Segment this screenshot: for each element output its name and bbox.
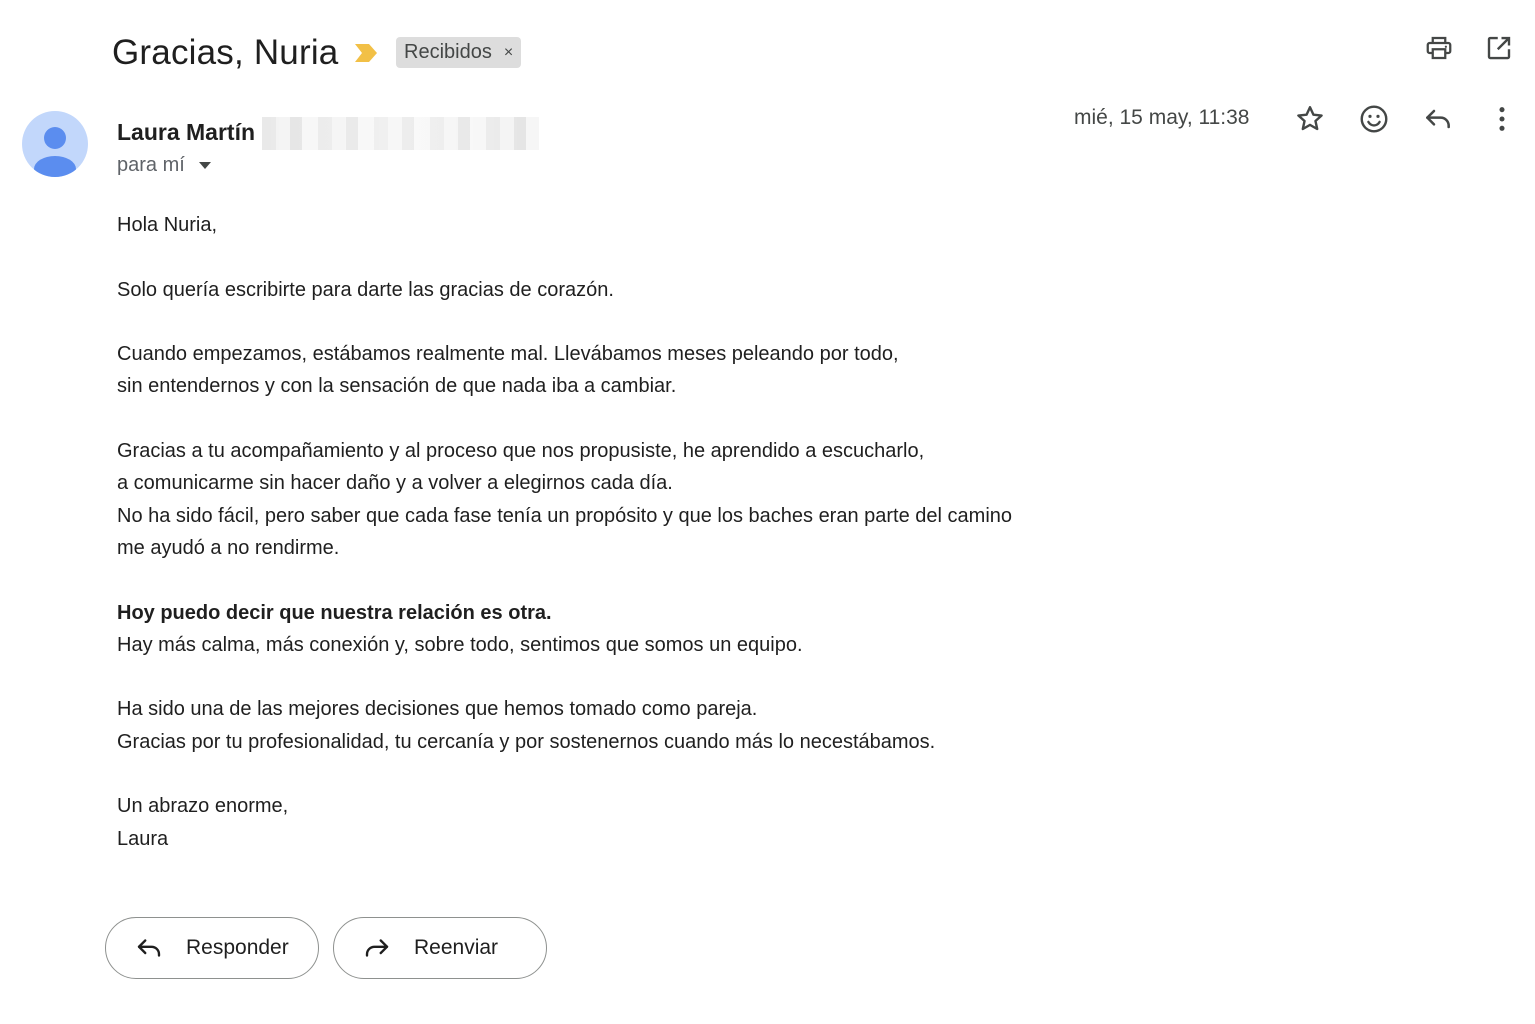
chevron-down-icon <box>199 162 211 169</box>
label-chip-inbox <box>396 37 521 68</box>
body-line: Hay más calma, más conexión y, sobre todo, sentimos que somos un equipo. <box>117 633 803 656</box>
body-line: Ha sido una de las mejores decisiones que hemos tomado como pareja. <box>117 698 758 721</box>
forward-icon <box>362 933 392 963</box>
recipient-details-toggle[interactable] <box>117 152 211 178</box>
body-bold-line: Hoy puedo decir que nuestra relación es otra. <box>117 601 552 624</box>
body-line: sin entendernos y con la sensación de que nada iba a cambiar. <box>117 375 677 398</box>
email-timestamp: mié, 15 may, 11:38 <box>1074 106 1250 129</box>
person-icon <box>22 111 88 177</box>
reply-button-label: Responder <box>186 936 289 959</box>
email-body <box>117 209 1117 887</box>
more-options-button[interactable] <box>1482 99 1522 139</box>
sender-name[interactable]: Laura Martín <box>117 119 256 145</box>
emoji-icon <box>1358 103 1390 135</box>
label-chip-text: Recibidos <box>404 41 492 63</box>
forward-button[interactable] <box>333 917 547 979</box>
redacted-sender-email <box>262 117 539 150</box>
reply-icon <box>134 933 164 963</box>
body-line: Gracias a tu acompañamiento y al proceso que nos propusiste, he aprendido a escucharlo, <box>117 440 925 463</box>
sender-avatar[interactable] <box>22 111 88 177</box>
print-icon <box>1424 33 1454 63</box>
reply-button[interactable] <box>1418 99 1458 139</box>
print-button[interactable] <box>1421 30 1457 66</box>
body-line: No ha sido fácil, pero saber que cada fase tenía un propósito y que los baches eran parte del camino <box>117 504 1013 527</box>
star-button[interactable] <box>1290 99 1330 139</box>
body-line: a comunicarme sin hacer daño y a volver a elegirnos cada día. <box>117 472 673 495</box>
open-in-new-icon <box>1484 33 1514 63</box>
recipient-label: para mí <box>117 154 185 176</box>
open-in-new-window-button[interactable] <box>1481 30 1517 66</box>
body-line: me ayudó a no rendirme. <box>117 536 340 559</box>
body-signature: Laura <box>117 827 169 850</box>
add-reaction-button[interactable] <box>1354 99 1394 139</box>
star-icon <box>1294 103 1326 135</box>
body-line: Gracias por tu profesionalidad, tu cercanía y por sostenernos cuando más lo necestábamos. <box>117 730 936 753</box>
importance-marker-icon[interactable] <box>353 42 379 64</box>
body-line: Cuando empezamos, estábamos realmente mal. Llevábamos meses peleando por todo, <box>117 343 899 366</box>
reply-icon <box>1422 103 1454 135</box>
reply-button-bottom[interactable] <box>105 917 319 979</box>
body-greeting: Hola Nuria, <box>117 214 218 236</box>
more-vert-icon <box>1486 103 1518 135</box>
body-line: Solo quería escribirte para darte las gracias de corazón. <box>117 278 614 301</box>
email-subject: Gracias, Nuria <box>112 33 339 72</box>
forward-button-label: Reenviar <box>414 936 499 959</box>
body-closing: Un abrazo enorme, <box>117 795 289 818</box>
remove-label-icon[interactable]: × <box>503 43 514 61</box>
